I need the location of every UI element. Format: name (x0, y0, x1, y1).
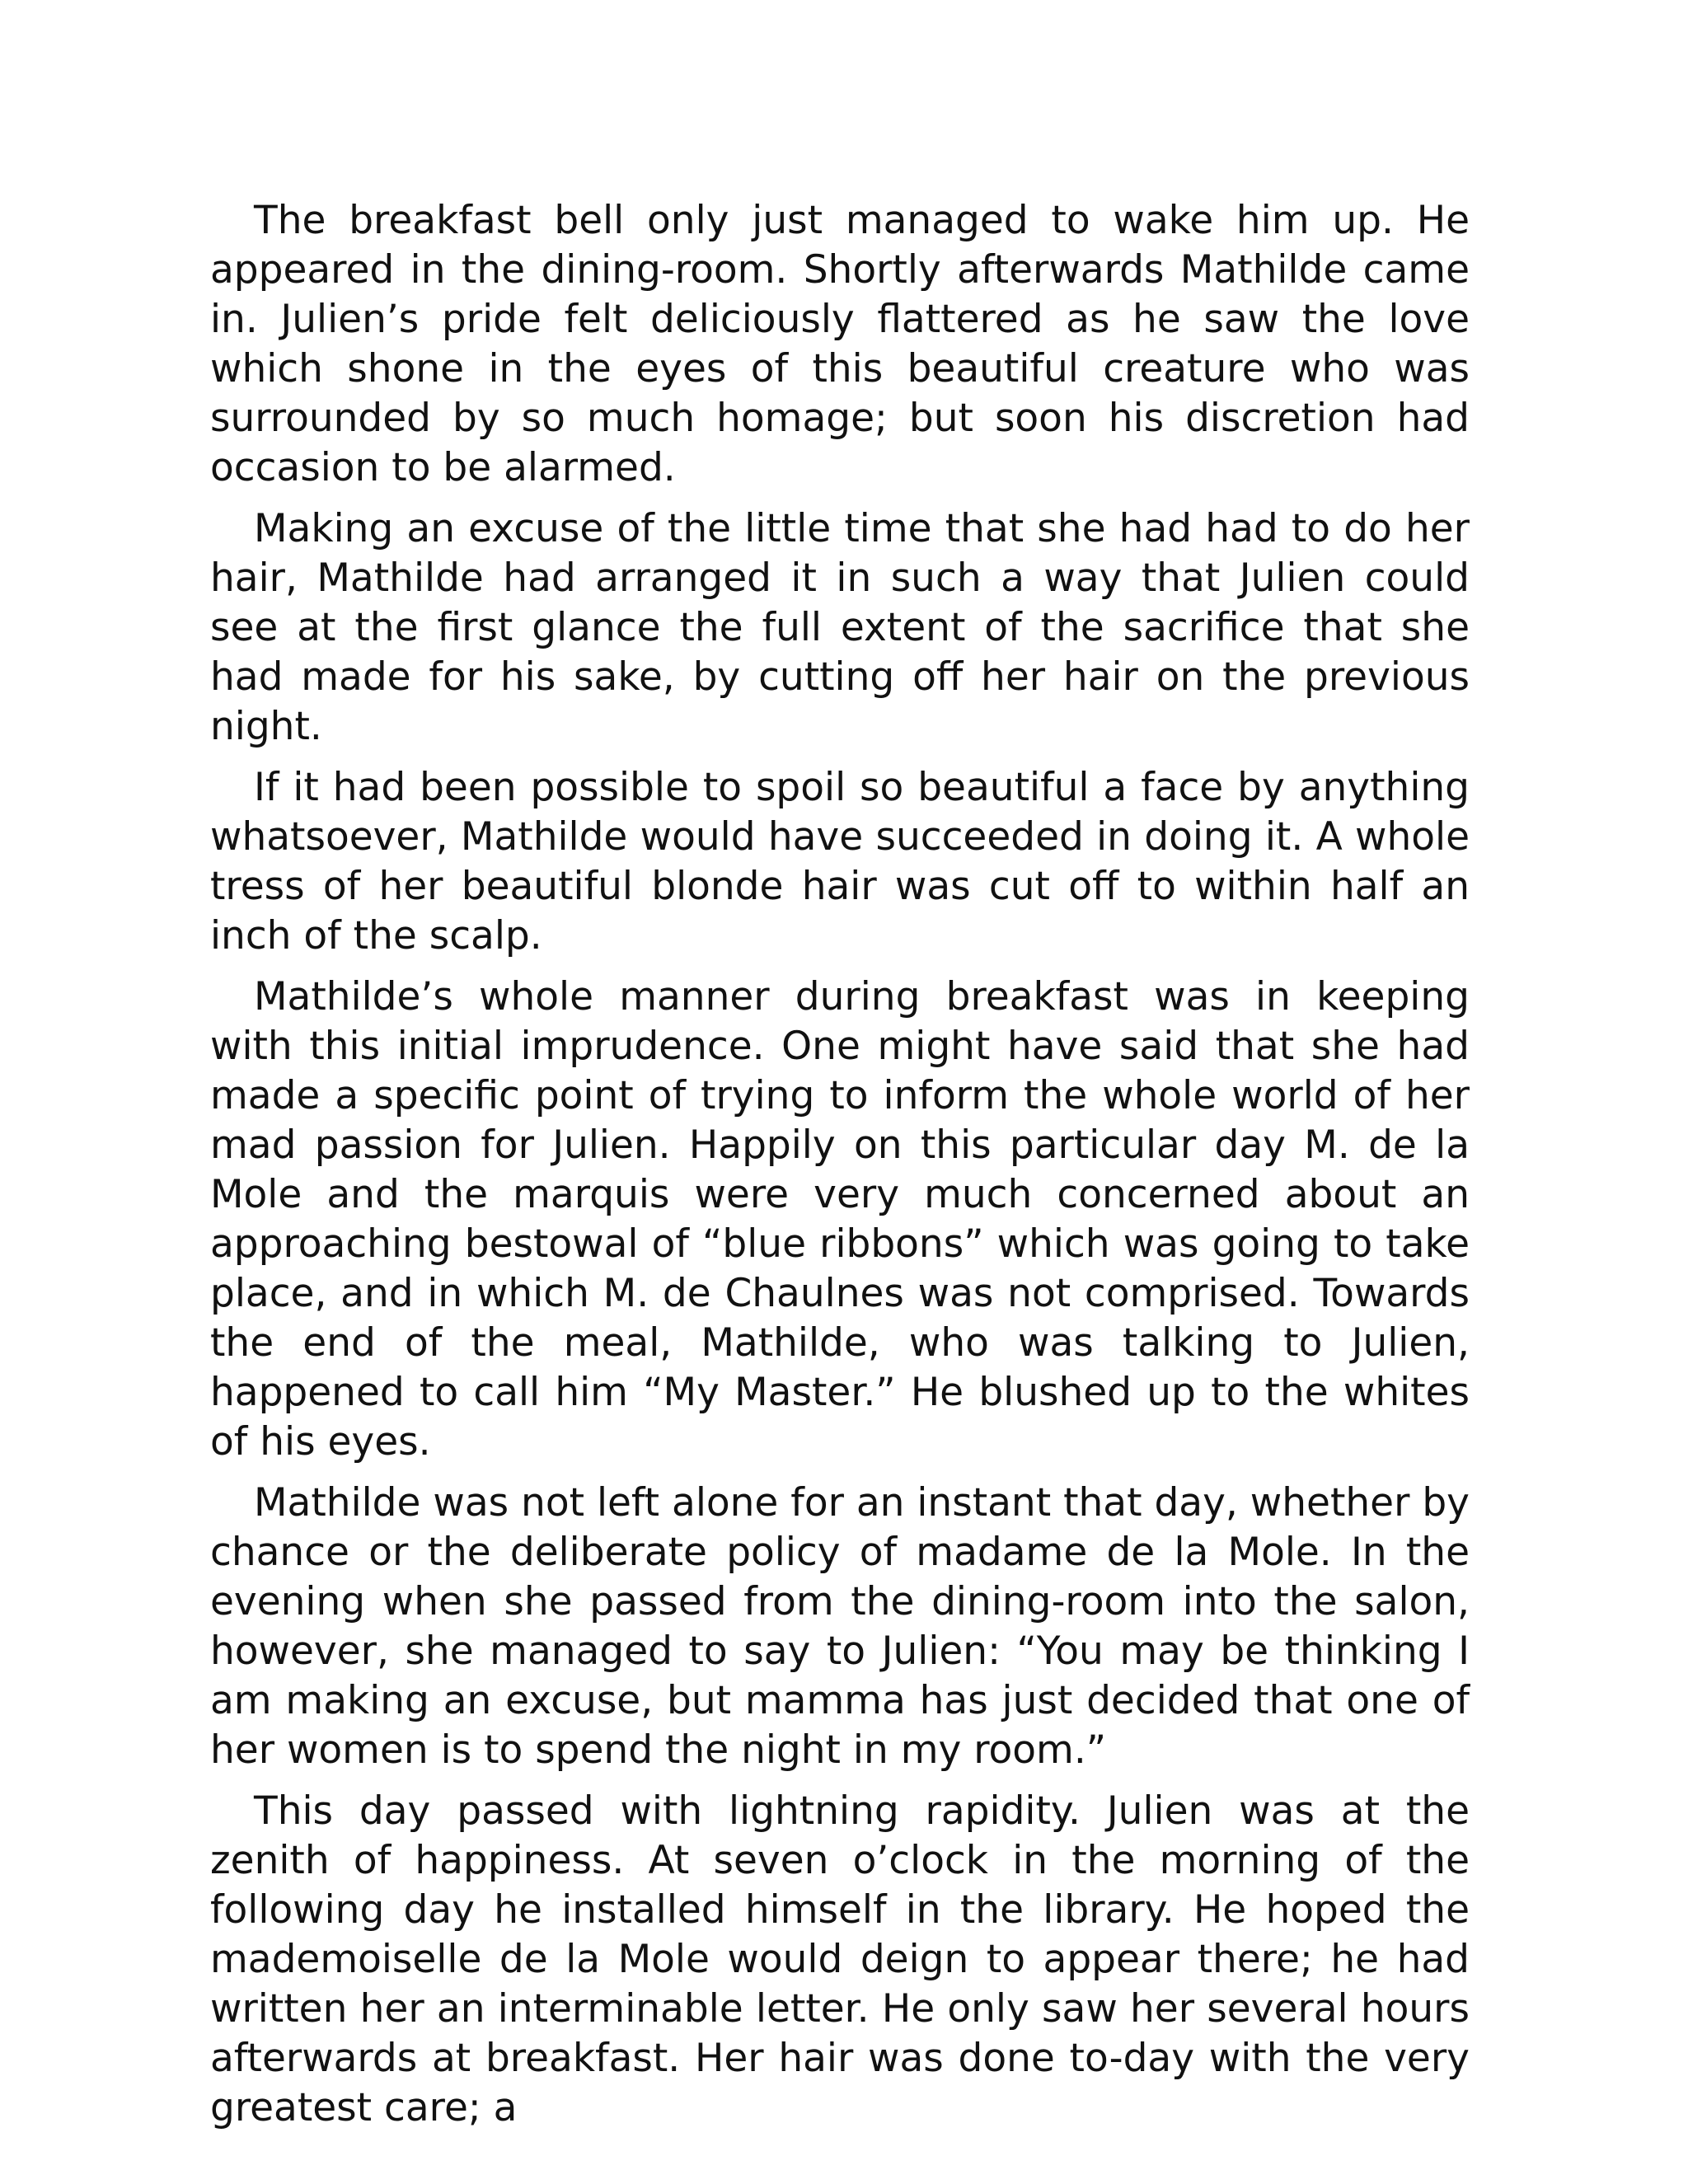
paragraph-1: The breakfast bell only just managed to wake him up. He appeared in the dining-room. Shortly afterwards Mathilde came in. Julien’s pride felt deliciously flattered as he saw the love which shone in the eyes of this beautiful creature who was surrounded by so much homage; but soon his discretion had occasion to be alarmed. (210, 198, 1470, 490)
paragraph-4: Mathilde’s whole manner during breakfast was in keeping with this initial imprudence. One might have said that she had made a specific point of trying to inform the whole world of her mad passion for Julien. Happily on this particular day M. de la Mole and the marquis were very much concerned about an approaching bestowal of “blue ribbons” which was going to take place, and in which M. de Chaulnes was not comprised. Towards the end of the meal, Mathilde, who was talking to Julien, happened to call him “My Master.” He blushed up to the whites of his eyes. (210, 974, 1470, 1465)
paragraph-2: Making an excuse of the little time that she had had to do her hair, Mathilde had arranged it in such a way that Julien could see at the first glance the full extent of the sacrifice that she had made for his sake, by cutting off her hair on the previous night. (210, 506, 1470, 749)
paragraph-5: Mathilde was not left alone for an instant that day, whether by chance or the deliberate policy of madame de la Mole. In the evening when she passed from the dining-room into the salon, however, she managed to say to Julien: “You may be thinking I am making an excuse, but mamma has just decided that one of her women is to spend the night in my room.” (210, 1480, 1470, 1773)
paragraph-6: This day passed with lightning rapidity. Julien was at the zenith of happiness. At seven o’clock in the morning of the following day he installed himself in the library. He hoped the mademoiselle de la Mole would deign to appear there; he had written her an interminable letter. He only saw her several hours afterwards at breakfast. Her hair was done to-day with the very greatest care; a (210, 1788, 1470, 2130)
page-body (210, 196, 1470, 2144)
paragraph-3: If it had been possible to spoil so beautiful a face by anything whatsoever, Mathilde would have succeeded in doing it. A whole tress of her beautiful blonde hair was cut off to within half an inch of the scalp. (210, 765, 1470, 958)
